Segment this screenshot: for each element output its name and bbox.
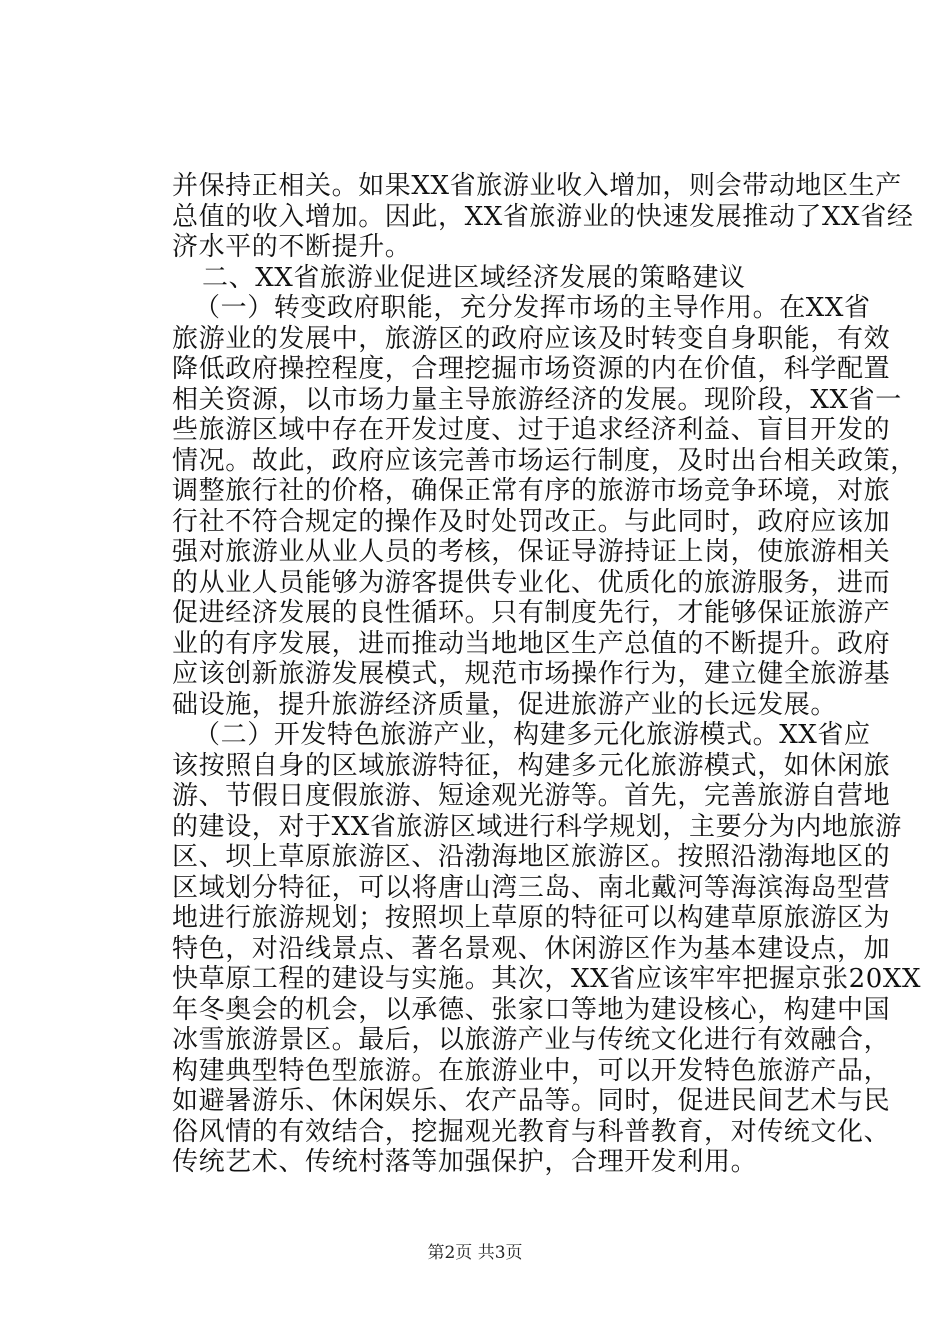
text-line: 如避暑游乐、休闲娱乐、农产品等。同时，促进民间艺术与民 xyxy=(172,1086,891,1116)
text-line: 游、节假日度假旅游、短途观光游等。首先，完善旅游自营地 xyxy=(172,781,891,811)
text-line: 冰雪旅游景区。最后，以旅游产业与传统文化进行有效融合， xyxy=(172,1025,891,1055)
text-line: 应该创新旅游发展模式，规范市场操作行为，建立健全旅游基 xyxy=(172,659,891,689)
text-line: 调整旅行社的价格，确保正常有序的旅游市场竞争环境，对旅 xyxy=(172,476,891,506)
text-line: 总值的收入增加。因此，XX省旅游业的快速发展推动了XX省经 xyxy=(172,201,914,232)
text-line: 区域划分特征，可以将唐山湾三岛、南北戴河等海滨海岛型营 xyxy=(172,872,891,903)
text-line: 降低政府操控程度，合理挖掘市场资源的内在价值，科学配置 xyxy=(172,354,891,384)
text-line: 该按照自身的区域旅游特征，构建多元化旅游模式，如休闲旅 xyxy=(172,750,891,781)
text-line: 济水平的不断提升。 xyxy=(172,232,412,262)
subsection-heading-2: （二）开发特色旅游产业，构建多元化旅游模式。XX省应 xyxy=(194,720,871,750)
text-line: 特色，对沿线景点、著名景观、休闲游区作为基本建设点，加 xyxy=(172,933,891,964)
text-line: 并保持正相关。如果XX省旅游业收入增加，则会带动地区生产 xyxy=(172,171,902,201)
text-line: 区、坝上草原旅游区、沿渤海地区旅游区。按照沿渤海地区的 xyxy=(172,842,891,872)
page-number-footer: 第2页 共3页 xyxy=(427,1243,523,1263)
text-line: 地进行旅游规划；按照坝上草原的特征可以构建草原旅游区为 xyxy=(172,903,891,933)
text-line: 构建典型特色型旅游。在旅游业中，可以开发特色旅游产品， xyxy=(172,1055,891,1086)
text-line: 础设施，提升旅游经济质量，促进旅游产业的长远发展。 xyxy=(172,689,838,720)
text-line: 相关资源，以市场力量主导旅游经济的发展。现阶段，XX省一 xyxy=(172,384,902,415)
text-line: 强对旅游业从业人员的考核，保证导游持证上岗，使旅游相关 xyxy=(172,537,891,567)
text-line: 情况。故此，政府应该完善市场运行制度，及时出台相关政策， xyxy=(172,445,917,476)
text-line: 行社不符合规定的操作及时处罚改正。与此同时，政府应该加 xyxy=(172,506,891,537)
text-line: 业的有序发展，进而推动当地地区生产总值的不断提升。政府 xyxy=(172,628,891,659)
text-line: 促进经济发展的良性循环。只有制度先行，才能够保证旅游产 xyxy=(172,598,891,628)
text-line: 些旅游区域中存在开发过度、过于追求经济利益、盲目开发的 xyxy=(172,415,891,445)
text-line: 的建设，对于XX省旅游区域进行科学规划，主要分为内地旅游 xyxy=(172,811,902,842)
text-line: 传统艺术、传统村落等加强保护，合理开发利用。 xyxy=(172,1147,758,1177)
text-line: 年冬奥会的机会，以承德、张家口等地为建设核心，构建中国 xyxy=(172,994,891,1025)
text-line: 俗风情的有效结合，挖掘观光教育与科普教育，对传统文化、 xyxy=(172,1116,891,1147)
text-line: 快草原工程的建设与实施。其次，XX省应该牢牢把握京张20XX xyxy=(172,964,922,994)
subsection-heading-1: （一）转变政府职能，充分发挥市场的主导作用。在XX省 xyxy=(194,293,871,323)
text-line: 的从业人员能够为游客提供专业化、优质化的旅游服务，进而 xyxy=(172,567,891,598)
body-text xyxy=(172,171,922,1178)
text-line: 旅游业的发展中，旅游区的政府应该及时转变自身职能，有效 xyxy=(172,323,891,354)
section-heading: 二、XX省旅游业促进区域经济发展的策略建议 xyxy=(202,262,746,293)
